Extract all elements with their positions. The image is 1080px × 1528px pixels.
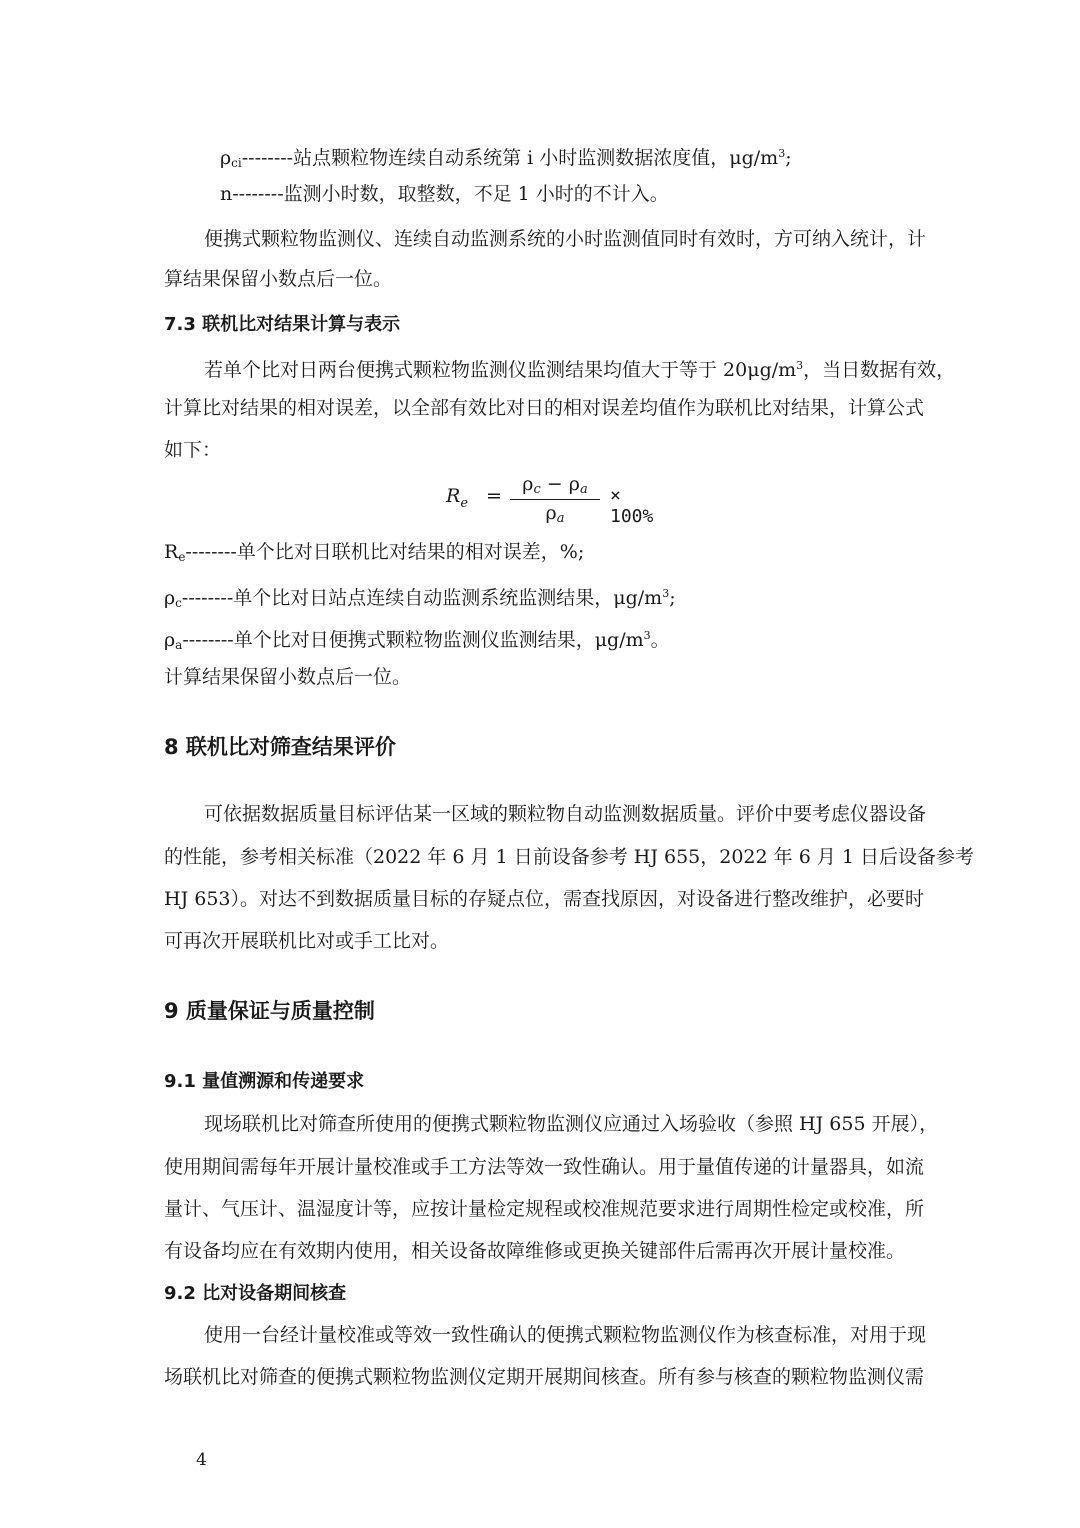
formula-lhs-sub: e [460,495,469,511]
def-ra [164,624,670,657]
sec8-line2: 的性能，参考相关标准（2022 年 6 月 1 日前设备参考 HJ 655，2022 年 6 月 1 日后设备参考 [164,846,974,868]
sec8-line4: 可再次开展联机比对或手工比对。 [164,930,450,952]
def-dash: -------- [232,183,284,205]
def-text: 监测小时数，取整数，不足 1 小时的不计入。 [283,183,669,205]
para2-line1-b: ，当日数据有效， [803,359,956,381]
formula-multiplier: × 100% [610,485,654,527]
def-sup: 3 [643,629,651,642]
def-rc [164,582,676,615]
def-symbol: ρ [164,629,176,651]
formula-equals: = [486,485,502,507]
def-note: 计算结果保留小数点后一位。 [164,666,412,688]
para2-line2: 计算比对结果的相对误差，以全部有效比对日的相对误差均值作为联机比对结果，计算公式 [164,397,925,419]
def-end: ; [785,147,792,169]
formula-num-a-sub: c [533,482,541,497]
def-dash: -------- [182,629,234,651]
def-sup: 3 [662,587,670,600]
sec92-line1: 使用一台经计量校准或等效一致性确认的便携式颗粒物监测仪作为核查标准，对用于现 [204,1324,927,1346]
formula-minus: − [546,473,563,495]
relative-error-formula [446,470,666,526]
def-rho-ci [220,142,792,175]
formula-denominator [512,502,598,526]
def-symbol-sub: e [178,550,186,564]
para1-line2: 算结果保留小数点后一位。 [164,268,393,290]
sec91-line2: 使用期间需每年开展计量校准或手工方法等效一致性确认。用于量值传递的计量器具，如流 [164,1156,925,1178]
def-symbol-sub: a [175,638,183,652]
para2-line3: 如下： [164,439,222,461]
def-text: 站点颗粒物连续自动系统第 i 小时监测数据浓度值，μg/m [293,147,779,169]
formula-fraction-bar [510,499,600,500]
def-re [164,540,584,569]
def-dash: -------- [185,541,237,563]
page-number: 4 [196,1450,207,1470]
sec91-line3: 量计、气压计、温湿度计等，应按计量检定规程或校准规范要求进行周期性检定或校准，所 [164,1198,925,1220]
def-symbol-sub: ci [231,156,242,170]
para2-line1-sup: 3 [796,359,804,372]
def-dash: -------- [241,147,294,169]
sec92-line2: 场联机比对筛查的便携式颗粒物监测仪定期开展期间核查。所有参与核查的颗粒物监测仪需 [164,1366,925,1388]
section-9-2-heading: 9.2 比对设备期间核查 [164,1283,347,1304]
def-dash: -------- [181,587,234,609]
sec91-line4: 有设备均应在有效期内使用，相关设备故障维修或更换关键部件后需再次开展计量校准。 [164,1240,906,1262]
formula-numerator [512,473,598,497]
def-symbol: ρ [164,587,176,609]
def-n [220,182,669,206]
def-text: 单个比对日联机比对结果的相对误差，%; [236,541,585,563]
sec8-line1: 可依据数据质量目标评估某一区域的颗粒物自动监测数据质量。评价中要考虑仪器设备 [204,803,927,825]
formula-num-a: ρ [522,473,534,495]
def-end: 。 [650,629,670,651]
formula-num-b: ρ [568,473,580,495]
section-8-heading: 8 联机比对筛查结果评价 [164,735,396,759]
para1-line1: 便携式颗粒物监测仪、连续自动监测系统的小时监测值同时有效时，方可纳入统计，计 [204,228,927,250]
formula-lhs-symbol: R [446,485,461,507]
formula-den-sub: a [556,511,565,526]
def-text: 单个比对日便携式颗粒物监测仪监测结果，μg/m [233,629,644,651]
def-symbol: n [220,183,233,205]
def-text: 单个比对日站点连续自动监测系统监测结果，μg/m [233,587,663,609]
para2-line1-a: 若单个比对日两台便携式颗粒物监测仪监测结果均值大于等于 20μg/m [204,359,797,381]
formula-lhs [446,485,468,511]
def-end: ; [669,587,676,609]
section-7-3-heading: 7.3 联机比对结果计算与表示 [164,314,401,335]
sec91-line1: 现场联机比对筛查所使用的便携式颗粒物监测仪应通过入场验收（参照 HJ 655 开展）， [204,1113,939,1135]
section-9-heading: 9 质量保证与质量控制 [164,999,375,1023]
def-symbol-sub: c [175,596,182,610]
sec8-line3: HJ 653）。对达不到数据质量目标的存疑点位，需查找原因，对设备进行整改维护，必要时 [164,888,924,910]
formula-den-symbol: ρ [545,502,557,524]
para2-line1 [204,354,955,382]
def-sup: 3 [778,147,786,160]
def-symbol: ρ [220,147,232,169]
def-symbol: R [164,541,179,563]
section-9-1-heading: 9.1 量值溯源和传递要求 [164,1071,365,1092]
formula-num-b-sub: a [579,482,588,497]
